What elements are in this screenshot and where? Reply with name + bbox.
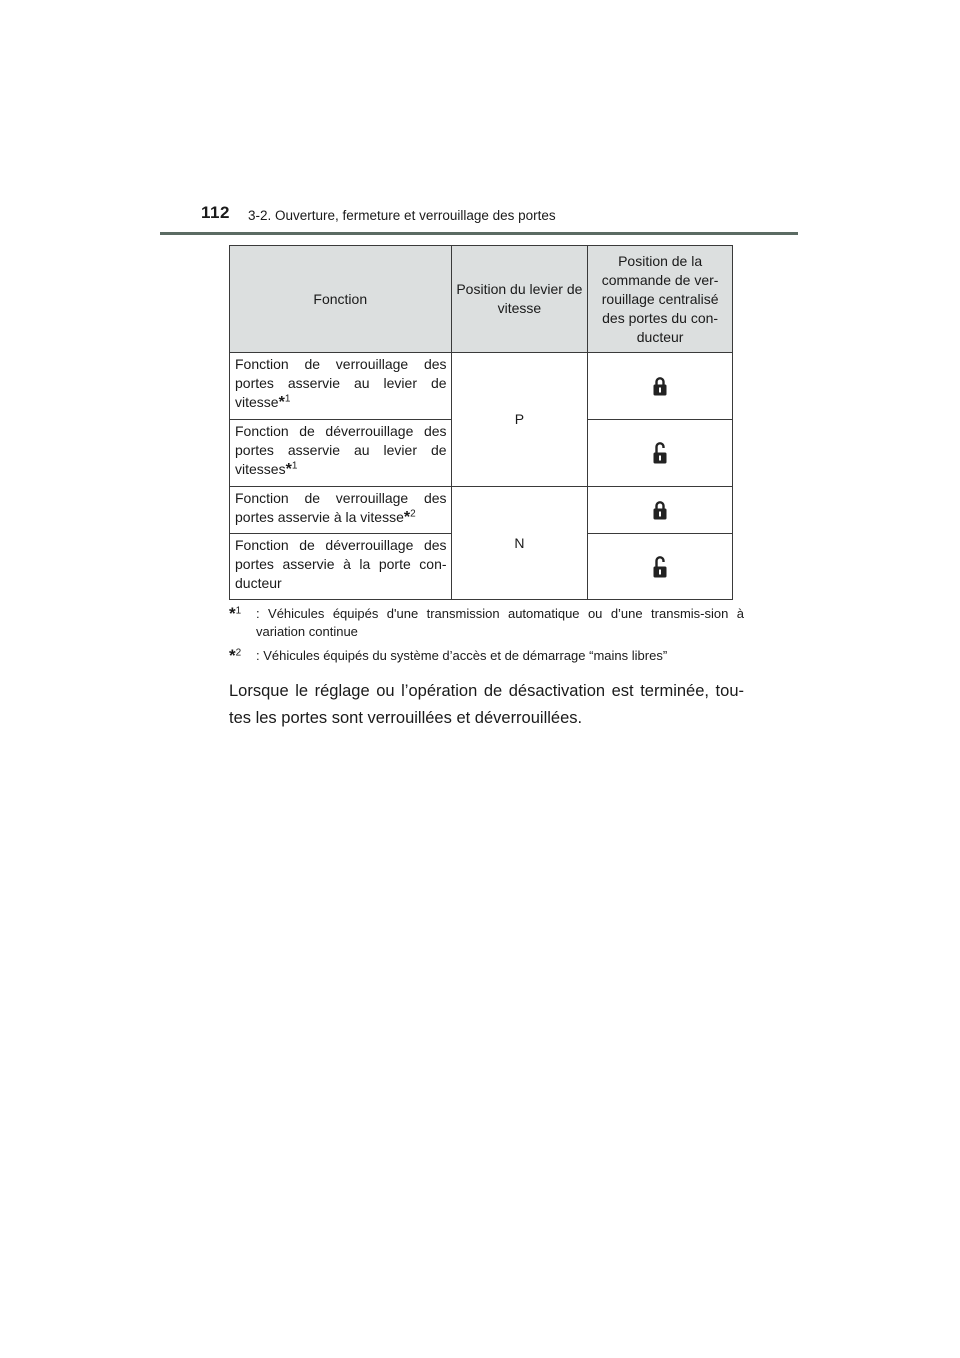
function-table xyxy=(229,245,733,600)
header-rule xyxy=(160,232,798,235)
body-paragraph: Lorsque le réglage ou l’opération de désactivation est terminée, tou-tes les portes sont verrouillées et déverrouillées. xyxy=(229,682,744,727)
gear-position-cell: N xyxy=(451,487,588,600)
table-row xyxy=(230,353,733,420)
footnote-label xyxy=(229,605,241,624)
gear-position-cell: P xyxy=(451,353,588,487)
footnote-item xyxy=(229,605,744,641)
header-lock-switch-position: Position de la commande de ver-rouillage centralisé des portes du con-ducteur xyxy=(588,246,733,353)
lock-closed-icon xyxy=(653,376,667,396)
footnote-label xyxy=(229,647,241,666)
table-row xyxy=(230,487,733,534)
lock-state-cell xyxy=(588,487,733,534)
lock-closed-icon xyxy=(653,500,667,520)
table-header-row xyxy=(230,246,733,353)
header-function: Fonction xyxy=(230,246,452,353)
footnote-text: : Véhicules équipés d'une transmission automatique ou d’une transmis-sion à variation continue xyxy=(256,606,744,639)
lock-state-cell xyxy=(588,534,733,600)
function-text: Fonction de déverrouillage des portes asservie à la porte con-ducteur xyxy=(235,537,447,591)
function-cell xyxy=(230,353,452,420)
footnote-number: 1 xyxy=(235,605,242,617)
section-title: 3-2. Ouverture, fermeture et verrouillage des portes xyxy=(248,208,556,223)
footnote-marker: * xyxy=(403,509,411,526)
footnote-text: : Véhicules équipés du système d’accès et de démarrage “mains libres” xyxy=(256,648,668,663)
function-cell xyxy=(230,534,452,600)
lock-state-cell xyxy=(588,420,733,487)
footnote-ref: 2 xyxy=(410,508,416,520)
footnote-marker: * xyxy=(278,394,285,411)
footnote-item xyxy=(229,647,744,665)
footnote-number: 2 xyxy=(235,647,242,659)
lock-open-icon xyxy=(653,556,667,578)
function-text: Fonction de verrouillage des portes asservie à la vitesse xyxy=(235,490,447,525)
footnote-marker: * xyxy=(285,461,292,478)
footnote-ref: 1 xyxy=(284,393,291,405)
footnotes xyxy=(229,605,744,671)
header-gear-position: Position du levier de vitesse xyxy=(451,246,588,353)
function-cell xyxy=(230,420,452,487)
function-text: Fonction de déverrouillage des portes asservie au levier de vitesses xyxy=(235,423,447,477)
lock-open-icon xyxy=(653,442,667,464)
footnote-star: * xyxy=(229,646,236,665)
page-number: 112 xyxy=(201,203,230,222)
function-cell xyxy=(230,487,452,534)
function-text: Fonction de verrouillage des portes asservie au levier de vitesse xyxy=(235,356,447,410)
lock-state-cell xyxy=(588,353,733,420)
footnote-star: * xyxy=(229,604,236,623)
footnote-ref: 1 xyxy=(291,460,298,472)
